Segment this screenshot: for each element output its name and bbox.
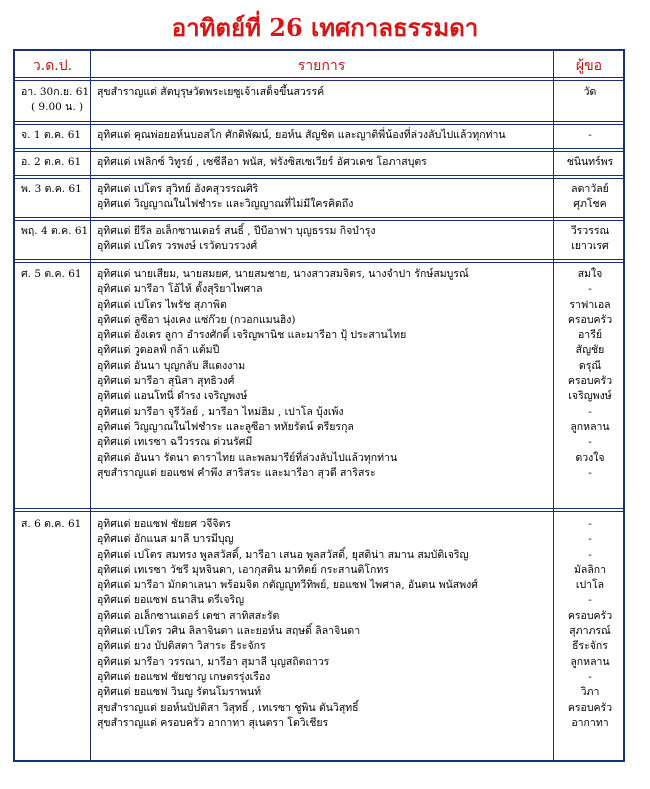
row-requesters xyxy=(555,517,625,731)
intention-line: อุทิศแด่ เทเรซา ฉวีวรรณ ด่วนรัศมี xyxy=(97,436,253,449)
requester-name: - xyxy=(588,436,592,449)
requester-name: - xyxy=(588,283,592,296)
requester-name: ราฟาเอล xyxy=(569,298,611,311)
row-date: ส. 6 ต.ค. 61 xyxy=(21,518,82,530)
intention-line: สุขสำราญแด่ ยอห์นบัปติสา วิสุทธิ์ , เทเรซา ชูพิน ตันวิสุทธิ์ xyxy=(97,701,359,714)
requester-name: ธีระจักร xyxy=(572,640,608,653)
intention-line: อุทิศแด่ มารีอา จุรีวัลย์ , มารีอา ไหม่ฮิม , เปาโล บุ้งเพ้ง xyxy=(97,405,344,418)
intention-line: อุทิศแด่ เปโตร สุวิทย์ อังคสุวรรณศิริ xyxy=(97,183,259,195)
row-requesters xyxy=(555,155,625,170)
intention-line: สุขสำราญแด่ ครอบครัว อากาทา สุเนตรา โตวิเชียร xyxy=(97,716,329,729)
intention-line: สุขสำราญแด่ สัตบุรุษวัดพระเยซูเจ้าเสด็จขึ้นสวรรค์ xyxy=(97,86,325,98)
requester-name: ลูกหลาน xyxy=(570,420,610,433)
column-divider xyxy=(553,51,554,760)
intention-line: อุทิศแด่ มารีอา โอ้ไห้ ตั้งสุริยาไพศาล xyxy=(97,283,263,296)
requester-name: วีรวรรณ xyxy=(570,225,610,237)
row-divider xyxy=(15,175,623,176)
row-requesters xyxy=(555,128,625,143)
row-divider xyxy=(15,124,623,125)
requester-name: ลูกหลาน xyxy=(570,655,610,668)
row-requesters xyxy=(555,182,625,213)
row-date: พ. 3 ต.ค. 61 xyxy=(21,183,82,195)
intention-line: อุทิศแด่ ยีรีล อเล็กซานเดอร์ สนธิ์ , ปีบีอาฟา บุญธรรม กิจบำรุง xyxy=(97,225,376,237)
requester-name: ลดาวัลย์ xyxy=(571,183,609,195)
row-divider xyxy=(15,220,623,221)
intention-line: อุทิศแด่ ยวง บัปติสตา วิสาระ ธีระจักร xyxy=(97,640,266,653)
row-requesters xyxy=(555,85,625,100)
intention-line: อุทิศแด่ ยอแซฟ ชัยชาญ เกษตรรุ่งเรือง xyxy=(97,670,271,683)
intention-line: อุทิศแด่ อเล็กซานเดอร์ เดชา สาทิสสะรัต xyxy=(97,609,280,622)
requester-name: สมใจ xyxy=(577,268,603,280)
requester-name: - xyxy=(588,405,592,418)
row-date: อ. 2 ต.ค. 61 xyxy=(21,156,82,168)
row-divider xyxy=(15,178,623,179)
row-divider xyxy=(15,217,623,218)
intention-line: อุทิศแด่ มารีอา วรรณา, มารีอา สุมาลี บุญสถิตถาวร xyxy=(97,655,330,668)
row-divider xyxy=(15,151,623,152)
intention-line: อุทิศแด่ มารีอา มักดาเลนา พร้อมจิต กตัญญูทวีทิพย์, ยอแซฟ ไพศาล, อันตน พนัสพงศ์ xyxy=(97,579,478,592)
intention-line: อุทิศแด่ ยอแซฟ ธนาสิน ตรีเจริญ xyxy=(97,594,245,607)
intention-line: อุทิศแด่ วิญญาณในไฟชำระ และลูซีอา หทัยรัตน์ ตรียรกุล xyxy=(97,420,354,433)
row-items xyxy=(97,128,537,143)
requester-name: เปาโล xyxy=(575,579,605,592)
intention-line: อุทิศแด่ แอนโทนี่ ดำรง เจริญพงษ์ xyxy=(97,390,248,403)
intention-line: อุทิศแด่ มารีอา สุนิสา สุทธิวงศ์ xyxy=(97,375,235,388)
intention-line: อุทิศแด่ เปโตร สมทรง พูลสวัสดิ์, มารีอา เสนอ พูลสวัสดิ์, ยุสติน่า สมาน สมบัติเจริญ xyxy=(97,548,469,561)
row-divider xyxy=(15,77,623,78)
row-divider xyxy=(15,508,623,509)
intention-line: อุทิศแด่ ยอแซฟ ชัยยศ วจีจิตร xyxy=(97,518,232,530)
requester-name: มัลลิกา xyxy=(573,563,607,576)
requester-name: วิภา xyxy=(580,686,600,699)
mass-intention-table xyxy=(13,49,625,762)
intention-line: อุทิศแด่ เปโตร วรพงษ์ เรวัตบวรวงศ์ xyxy=(97,240,258,253)
header-items: รายการ xyxy=(297,58,346,74)
row-items xyxy=(97,267,537,481)
requester-name: ครอบครัว xyxy=(567,701,613,714)
requester-name: ครอบครัว xyxy=(567,609,613,622)
intention-line: สุขสำราญแด่ ยอแซฟ คำพึง สาริสระ และมารีอา สุวดี สาริสระ xyxy=(97,466,376,479)
requester-name: ดรุณี xyxy=(578,359,602,372)
row-items xyxy=(97,155,537,170)
page-title: อาทิตย์ที่ 26 เทศกาลธรรมดา xyxy=(171,13,479,42)
intention-line: อุทิศแด่ เฟลิกซ์ วิทูรย์ , เซซีลีอา พนัส, ฟรังซิสเซเวียร์ อัศวเดช โอภาสบุตร xyxy=(97,156,427,168)
requester-name: - xyxy=(588,594,592,607)
requester-name: - xyxy=(588,670,592,683)
intention-line: อุทิศแด่ ลูซีอา นุ่งเคง แซ่ก๊วย (กวอกแมนฮิง) xyxy=(97,313,296,326)
row-date: อา. 30ก.ย. 61 ( 9.00 น. ) xyxy=(21,86,90,114)
intention-line: อุทิศแด่ อันนา รัตนา ดาราไทย และพลมารีย์ที่ล่วงลับไปแล้วทุกท่าน xyxy=(97,451,398,464)
intention-line: อุทิศแด่ อังเดร ลูกา อำรงศักดิ์ เจริญพานิช และมารีอา ปุ้ ประสานไทย xyxy=(97,329,407,342)
requester-name: ชนินทร์พร xyxy=(566,156,614,168)
intention-line: อุทิศแด่ นายเสียม, นายสมยศ, นายสมชาย, นางสาวสมจิตร, นางจำปา รักษ์สมบูรณ์ xyxy=(97,268,469,280)
intention-line: อุทิศแด่ ยอแซฟ วินญ รัตนโมราพนท์ xyxy=(97,686,262,699)
row-items xyxy=(97,182,537,213)
row-date: พฤ. 4 ต.ค. 61 xyxy=(21,225,89,237)
requester-name: ครอบครัว xyxy=(567,375,613,388)
row-requesters xyxy=(555,224,625,255)
intention-line: อุทิศแด่ อักแนส มาลี บารมีบุญ xyxy=(97,533,234,546)
intention-line: อุทิศแด่ เปโตร ไพรัช สุภาพิต xyxy=(97,298,227,311)
intention-line: อุทิศแด่ วูดอลฟ์ กล้า แต้มปี xyxy=(97,344,220,357)
requester-name: เยาวเรศ xyxy=(571,240,609,253)
requester-name: - xyxy=(588,533,592,546)
requester-name: อากาทา xyxy=(571,716,609,729)
row-requesters xyxy=(555,267,625,481)
intention-line: อุทิศแด่ เทเรซา วัชรี มุหจินดา, เอากุสติน มาทิตย์ กระสานติโกทร xyxy=(97,563,389,576)
row-divider xyxy=(15,121,623,122)
row-date: ศ. 5 ต.ค. 61 xyxy=(21,268,82,280)
requester-name: เจริญพงษ์ xyxy=(568,390,612,403)
requester-name: สัญชัย xyxy=(575,344,605,357)
row-items xyxy=(97,517,537,731)
row-divider xyxy=(15,511,623,512)
row-divider xyxy=(15,262,623,263)
row-items xyxy=(97,85,537,100)
requester-name: - xyxy=(588,466,592,479)
requester-name: - xyxy=(588,518,592,530)
requester-name: อารีย์ xyxy=(578,329,602,342)
row-divider xyxy=(15,148,623,149)
intention-line: อุทิศแด่ วิญญาณในไฟชำระ และวิญญาณที่ไม่มีใครคิดถึง xyxy=(97,198,354,211)
requester-name: ดวงใจ xyxy=(575,451,605,464)
requester-name: วัด xyxy=(583,86,597,98)
row-date: จ. 1 ต.ค. 61 xyxy=(21,129,82,141)
intention-line: อุทิศแด่ อันนา บุญกลับ สีแดงงาม xyxy=(97,359,246,372)
requester-name: - xyxy=(588,129,592,141)
row-items xyxy=(97,224,537,255)
requester-name: สุภาภรณ์ xyxy=(569,625,611,638)
intention-line: อุทิศแด่ เปโตร วศิน ลิลาจินดา และยอห์น สฤษดิ์ ลิลาจินดา xyxy=(97,625,361,638)
row-divider xyxy=(15,80,623,81)
intention-line: อุทิศแด่ คุณพ่อยอห์นบอสโก ศักดิพัฒน์, ยอห์น สัญชิต และญาติพี่น้องที่ล่วงลับไปแล้วทุกท่าน xyxy=(97,129,506,141)
requester-name: ศุภโชค xyxy=(573,198,607,211)
requester-name: ครอบครัว xyxy=(567,313,613,326)
row-divider xyxy=(15,259,623,260)
header-requester: ผู้ขอ xyxy=(575,58,603,74)
header-date: ว.ด.ป. xyxy=(32,58,73,74)
requester-name: - xyxy=(588,548,592,561)
